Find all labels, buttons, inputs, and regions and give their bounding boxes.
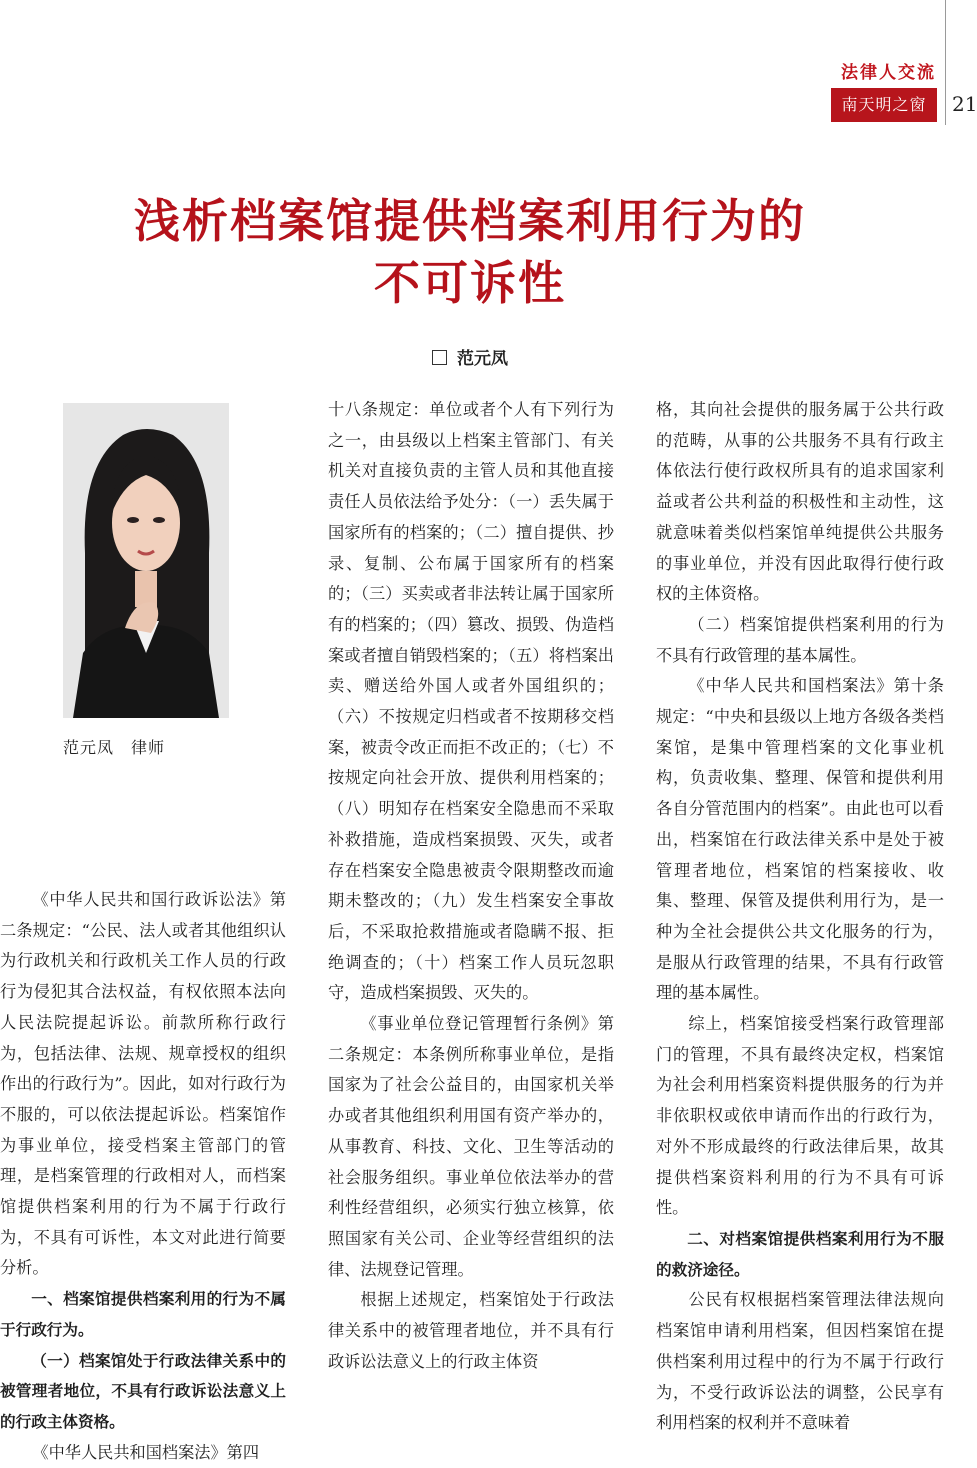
paragraph: 根据上述规定，档案馆处于行政法律关系中的被管理者地位，并不具有行政诉讼法意义上的行政主体资 (328, 1290, 614, 1371)
author-name: 范元凤 (457, 349, 508, 369)
column-tag: 南天明之窗 (831, 88, 937, 122)
title-line-2: 不可诉性 (374, 256, 566, 310)
paragraph: 《中华人民共和国行政诉讼法》第二条规定：“公民、法人或者其他组织认为行政机关和行政机关工作人员的行政行为侵犯其合法权益，有权依照本法向人民法院提起诉讼。前款所称行政行为，包括法律、法规、规章授权的组织作出的行政行为”。因此，如对行政行为不服的，可以依法提起诉讼。档案馆作为事业单位，接受档案主管部门的管理，是档案管理的行政相对人，而档案馆提供档案利用的行为不属于行政行为，不具有可诉性，本文对此进行简要分析。 (0, 890, 286, 1278)
page-number: 21 (952, 92, 977, 116)
author-photo (63, 403, 229, 718)
paragraph: （二）档案馆提供档案利用的行为不具有行政管理的基本属性。 (656, 614, 944, 665)
section-name: 法律人交流 (841, 63, 936, 83)
paragraph: 《中华人民共和国档案法》第十条规定：“中央和县级以上地方各级各类档案馆，是集中管理档案的文化事业机构，负责收集、整理、保管和提供利用各自分管范围内的档案”。由此也可以看出，档案馆在行政法律关系中是处于被管理者地位，档案馆的档案接收、收集、整理、保管及提供利用行为，是一种为全社会提供公共文化服务的行为，是服从行政管理的结果，不具有行政管理的基本属性。 (656, 676, 944, 1003)
section-heading: 二、对档案馆提供档案利用行为不服的救济途径。 (656, 1229, 944, 1279)
text-column-2 (328, 395, 614, 1378)
paragraph: 公民有权根据档案管理法律法规向档案馆申请利用档案，但因档案馆在提供档案利用过程中的行为不属于行政行为，不受行政诉讼法的调整，公民享有利用档案的权利并不意味着 (656, 1290, 944, 1433)
section-heading: 一、档案馆提供档案利用的行为不属于行政行为。 (0, 1290, 286, 1339)
text-column-1 (0, 885, 286, 1468)
author-portrait-illustration (63, 403, 229, 718)
header-divider (945, 0, 946, 125)
byline (0, 344, 940, 369)
paragraph: 《事业单位登记管理暂行条例》第二条规定：本条例所称事业单位，是指国家为了社会公益目的，由国家机关举办或者其他组织利用国有资产举办的，从事教育、科技、文化、卫生等活动的社会服务组织。事业单位依法举办的营利性经营组织，必须实行独立核算，依照国家有关公司、企业等经营组织的法律、法规登记管理。 (328, 1014, 614, 1279)
square-icon (432, 350, 447, 365)
title-line-1: 浅析档案馆提供档案利用行为的 (134, 194, 806, 248)
paragraph: 十八条规定：单位或者个人有下列行为之一，由县级以上档案主管部门、有关机关对直接负责的主管人员和其他直接责任人员依法给予处分：（一）丢失属于国家所有的档案的；（二）擅自提供、抄录、复制、公布属于国家所有的档案的；（三）买卖或者非法转让属于国家所有的档案的；（四）篡改、损毁、伪造档案或者擅自销毁档案的；（五）将档案出卖、赠送给外国人或者外国组织的；（六）不按规定归档或者不按期移交档案，被责令改正而拒不改正的；（七）不按规定向社会开放、提供利用档案的；（八）明知存在档案安全隐患而不采取补救措施，造成档案损毁、灭失，或者存在档案安全隐患被责令限期整改而逾期未整改的；（九）发生档案安全事故后，不采取抢救措施或者隐瞒不报、拒绝调查的；（十）档案工作人员玩忽职守，造成档案损毁、灭失的。 (328, 400, 614, 1003)
article-title (0, 190, 940, 314)
paragraph: 综上，档案馆接受档案行政管理部门的管理，不具有最终决定权，档案馆为社会利用档案资料提供服务的行为并非依职权或依申请而作出的行政行为，对外不形成最终的行政法律后果，故其提供档案资料利用的行为不具有可诉性。 (656, 1014, 944, 1218)
paragraph: 《中华人民共和国档案法》第四 (32, 1442, 260, 1462)
subsection-heading: （一）档案馆处于行政法律关系中的被管理者地位，不具有行政诉讼法意义上的行政主体资格。 (0, 1351, 286, 1431)
photo-caption: 范元凤 律师 (63, 738, 166, 757)
text-column-3 (656, 395, 944, 1439)
paragraph: 格，其向社会提供的服务属于公共行政的范畴，从事的公共服务不具有行政主体依法行使行政权所具有的追求国家利益或者公共利益的积极性和主动性，这就意味着类似档案馆单纯提供公共服务的事业单位，并没有因此取得行使行政权的主体资格。 (656, 400, 944, 604)
